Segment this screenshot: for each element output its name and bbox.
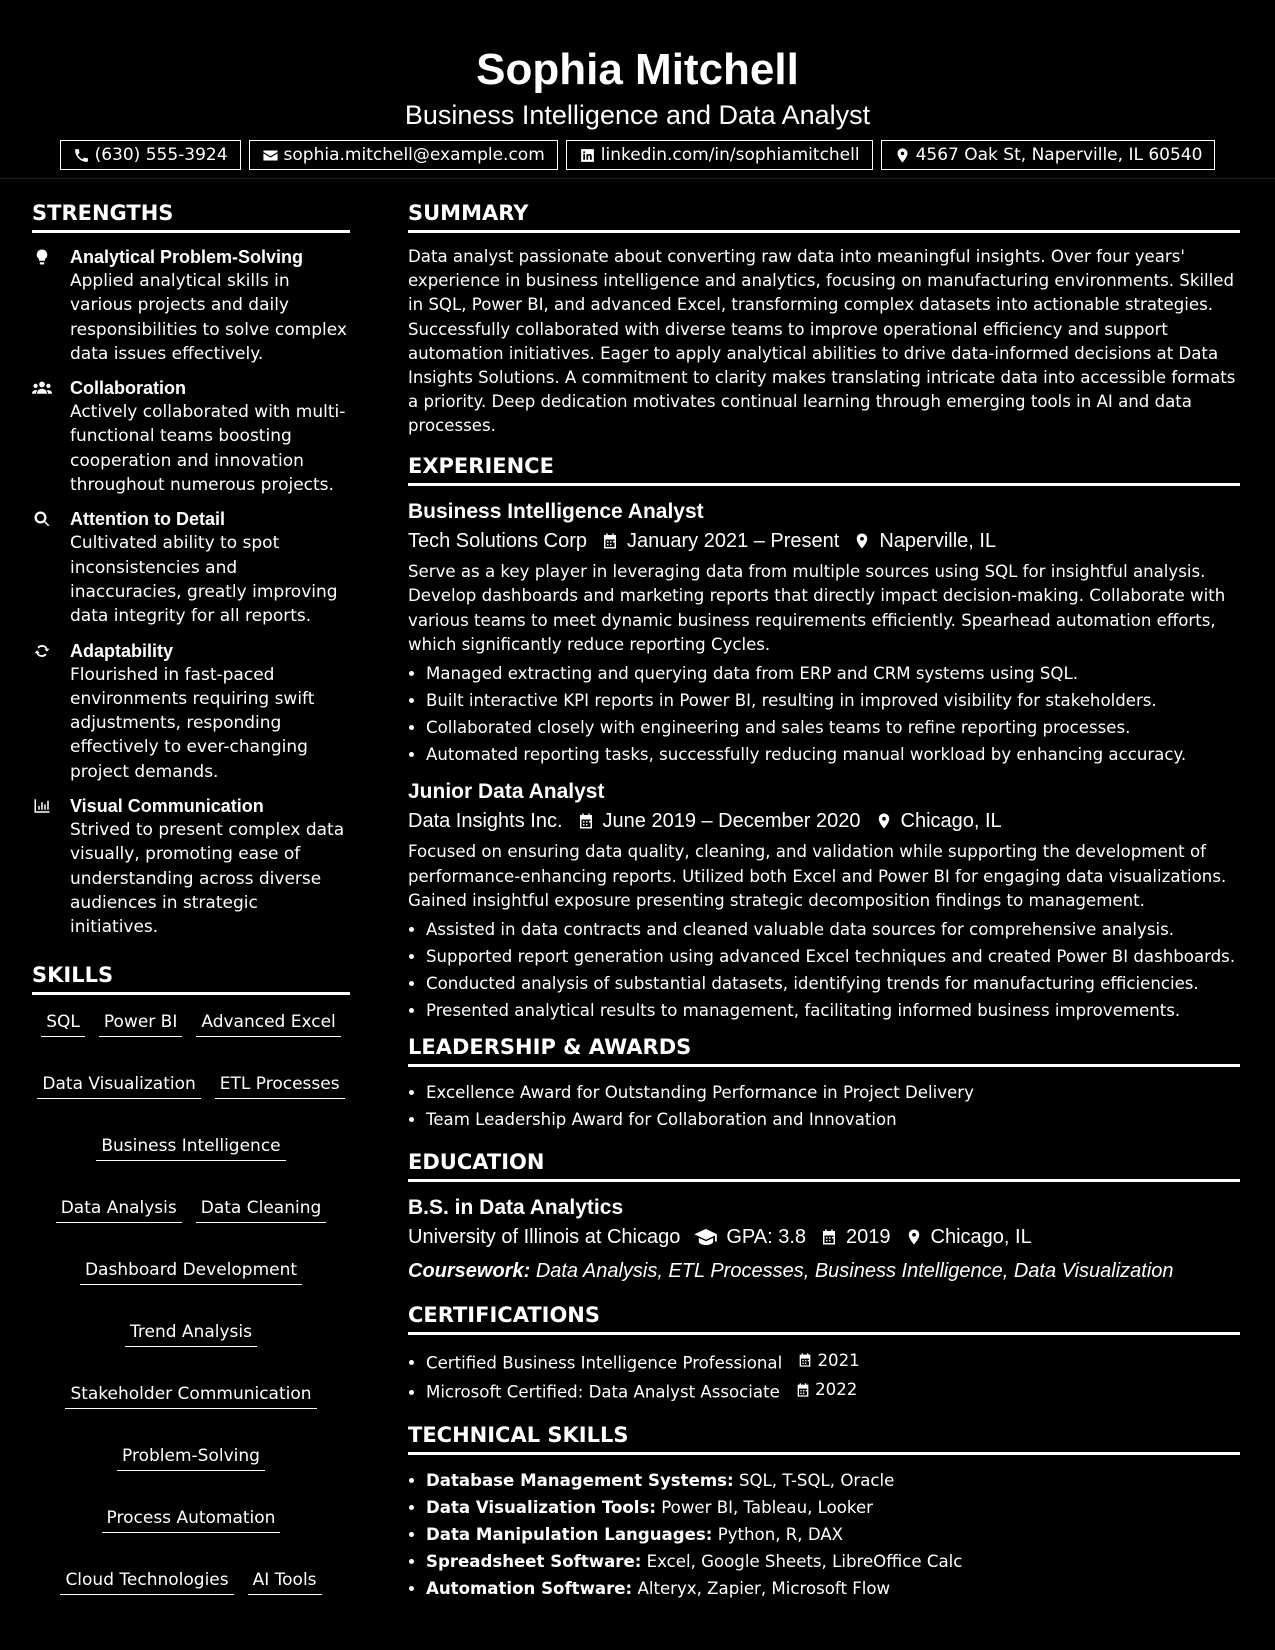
strength-title: Analytical Problem-Solving bbox=[70, 247, 304, 267]
tech-item bbox=[426, 1467, 1240, 1494]
technical-section bbox=[408, 1422, 1240, 1602]
skill-tag: Data Cleaning bbox=[196, 1197, 327, 1223]
contact-email[interactable] bbox=[249, 140, 558, 170]
skill-tag: Data Visualization bbox=[37, 1073, 200, 1099]
contact-address bbox=[881, 140, 1216, 170]
cert-year: 2021 bbox=[817, 1350, 860, 1370]
education-heading: EDUCATION bbox=[408, 1149, 1240, 1182]
cert-year: 2022 bbox=[815, 1380, 858, 1400]
award-item: • Team Leadership Award for Collaboration and Innovation bbox=[426, 1106, 1240, 1133]
strength-item bbox=[32, 639, 350, 784]
skill-tag: Advanced Excel bbox=[196, 1011, 340, 1037]
contact-linkedin[interactable] bbox=[566, 140, 873, 170]
contact-address-text: 4567 Oak St, Naperville, IL 60540 bbox=[915, 145, 1203, 165]
person-title: Business Intelligence and Data Analyst bbox=[404, 100, 871, 130]
strength-title: Attention to Detail bbox=[70, 509, 225, 530]
skill-tag: Data Analysis bbox=[56, 1197, 182, 1223]
skill-tag: Power BI bbox=[99, 1011, 182, 1037]
coursework-label: Coursework: bbox=[408, 1259, 531, 1282]
cert-item bbox=[426, 1376, 1240, 1406]
tech-label: Spreadsheet Software: bbox=[426, 1551, 642, 1571]
sync-icon bbox=[32, 642, 52, 660]
tech-item bbox=[426, 1494, 1240, 1521]
left-column bbox=[32, 200, 350, 1599]
skill-tag: Trend Analysis bbox=[125, 1321, 257, 1347]
job-bullet: • Automated reporting tasks, successfully reducing manual workload by enhancing accuracy. bbox=[426, 741, 1240, 768]
job-bullet: • Conducted analysis of substantial datasets, identifying trends for manufacturing efficiencies. bbox=[426, 970, 1240, 997]
tech-label: Data Visualization Tools: bbox=[426, 1497, 656, 1517]
calendar-icon bbox=[820, 1228, 838, 1246]
job-meta bbox=[408, 806, 1240, 836]
job-location: Naperville, IL bbox=[879, 529, 997, 552]
certifications-heading: CERTIFICATIONS bbox=[408, 1302, 1240, 1335]
gpa: GPA: 3.8 bbox=[726, 1225, 807, 1248]
skills-list bbox=[32, 1007, 350, 1599]
users-icon bbox=[32, 379, 52, 397]
calendar-icon bbox=[577, 812, 595, 830]
tech-item bbox=[426, 1575, 1240, 1602]
linkedin-icon bbox=[579, 147, 596, 164]
job-bullet: • Presented analytical results to management, facilitating informed business improvements. bbox=[426, 997, 1240, 1024]
education-meta bbox=[408, 1222, 1240, 1252]
tech-item bbox=[426, 1521, 1240, 1548]
coursework-list: Data Analysis, ETL Processes, Business Intelligence, Data Visualization bbox=[535, 1259, 1174, 1282]
strength-title: Adaptability bbox=[70, 640, 174, 661]
certifications-section bbox=[408, 1302, 1240, 1406]
technical-list bbox=[408, 1467, 1240, 1602]
job-bullet: • Supported report generation using advanced Excel techniques and created Power BI dashboards. bbox=[426, 943, 1240, 970]
job-company: Data Insights Inc. bbox=[408, 810, 563, 832]
strength-desc: Applied analytical skills in various projects and daily responsibilities to solve complex data issues effectively. bbox=[70, 271, 347, 364]
skill-tag: Business Intelligence bbox=[96, 1135, 285, 1161]
calendar-icon bbox=[795, 1382, 811, 1398]
job-title: Business Intelligence Analyst bbox=[408, 499, 704, 523]
job-desc: Focused on ensuring data quality, cleaning, and validation while supporting the development of performance-enhancing reports. Utilized both Excel and Power BI for engaging data visualizations. Gained insightful exposure presenting strategic decomposition findings to management. bbox=[408, 842, 1227, 911]
job-dates: June 2019 – December 2020 bbox=[602, 810, 861, 832]
job-bullet: • Managed extracting and querying data from ERP and CRM systems using SQL. bbox=[426, 660, 1240, 687]
job-bullet: • Assisted in data contracts and cleaned valuable data sources for comprehensive analysis. bbox=[426, 916, 1240, 943]
contact-phone-text: (630) 555-3924 bbox=[94, 145, 228, 165]
job-entry bbox=[408, 778, 1240, 1024]
tech-value: Excel, Google Sheets, LibreOffice Calc bbox=[646, 1551, 963, 1571]
cert-name: Certified Business Intelligence Professional bbox=[426, 1353, 783, 1373]
map-pin-icon bbox=[875, 812, 893, 830]
skill-tag: Process Automation bbox=[102, 1507, 281, 1533]
search-icon bbox=[32, 510, 52, 528]
strength-title: Visual Communication bbox=[70, 796, 264, 817]
envelope-icon bbox=[262, 147, 279, 164]
tech-label: Automation Software: bbox=[426, 1578, 633, 1598]
map-pin-icon bbox=[905, 1228, 923, 1246]
tech-value: Python, R, DAX bbox=[717, 1524, 844, 1544]
summary-heading: SUMMARY bbox=[408, 200, 1240, 233]
summary-text: Data analyst passionate about converting raw data into meaningful insights. Over four years' experience in business intelligence and analytics, focusing on manufacturing environments. Skilled in SQL, Power BI, and advanced Excel, transforming complex datasets into actionable strategies. Successfully collaborated with diverse teams to improve operational efficiency and support automation initiatives. Eager to apply analytical abilities to drive data-informed decisions at Data Insights Solutions. A commitment to clarity makes translating intricate data into accessible formats a priority. Deep dedication motivates continual learning through emerging tools in AI and data processes. bbox=[408, 247, 1236, 436]
skill-tag: Stakeholder Communication bbox=[65, 1383, 316, 1409]
strength-desc: Actively collaborated with multi-functional teams boosting cooperation and innovation throughout numerous projects. bbox=[70, 402, 346, 496]
tech-value: SQL, T-SQL, Oracle bbox=[738, 1470, 895, 1490]
strength-item bbox=[32, 376, 350, 497]
contact-bar bbox=[0, 140, 1275, 170]
job-location: Chicago, IL bbox=[900, 810, 1002, 832]
education-location: Chicago, IL bbox=[930, 1225, 1032, 1248]
strength-desc: Cultivated ability to spot inconsistencies and inaccuracies, greatly improving data integrity for all reports. bbox=[70, 533, 338, 627]
tech-label: Data Manipulation Languages: bbox=[426, 1524, 713, 1544]
degree: B.S. in Data Analytics bbox=[408, 1195, 624, 1219]
cert-name: Microsoft Certified: Data Analyst Associate bbox=[426, 1382, 780, 1402]
contact-phone[interactable] bbox=[60, 140, 241, 170]
graduation-cap-icon bbox=[694, 1228, 718, 1246]
leadership-heading: LEADERSHIP & AWARDS bbox=[408, 1034, 1240, 1067]
certifications-list bbox=[408, 1347, 1240, 1406]
job-dates: January 2021 – Present bbox=[626, 529, 840, 552]
job-bullets bbox=[408, 916, 1240, 1024]
strength-desc: Strived to present complex data visually, promoting ease of understanding across diverse audiences in strategic initiatives. bbox=[70, 820, 345, 938]
tech-value: Power BI, Tableau, Looker bbox=[661, 1497, 873, 1517]
skill-tag: Cloud Technologies bbox=[60, 1569, 233, 1595]
tech-label: Database Management Systems: bbox=[426, 1470, 734, 1490]
education-section bbox=[408, 1149, 1240, 1286]
map-pin-icon bbox=[894, 147, 911, 164]
contact-linkedin-text: linkedin.com/in/sophiamitchell bbox=[600, 145, 860, 165]
calendar-icon bbox=[601, 532, 619, 550]
calendar-icon bbox=[797, 1352, 813, 1368]
leadership-section bbox=[408, 1034, 1240, 1133]
school: University of Illinois at Chicago bbox=[408, 1225, 681, 1248]
strength-title: Collaboration bbox=[70, 378, 186, 399]
right-column bbox=[408, 200, 1240, 1618]
job-title: Junior Data Analyst bbox=[408, 780, 605, 803]
graduation-year: 2019 bbox=[846, 1225, 891, 1248]
skill-tag: Dashboard Development bbox=[80, 1259, 302, 1285]
job-meta bbox=[408, 526, 1240, 556]
strengths-heading: STRENGTHS bbox=[32, 200, 350, 233]
skills-heading: SKILLS bbox=[32, 962, 350, 995]
skill-tag: Problem-Solving bbox=[117, 1445, 265, 1471]
contact-email-text: sophia.mitchell@example.com bbox=[283, 145, 545, 165]
skill-tag: SQL bbox=[41, 1011, 85, 1037]
job-bullets bbox=[408, 660, 1240, 768]
strength-desc: Flourished in fast-paced environments requiring swift adjustments, responding effectively to ever-changing project demands. bbox=[70, 664, 315, 782]
skill-tag: AI Tools bbox=[248, 1569, 322, 1595]
tech-item bbox=[426, 1548, 1240, 1575]
tech-value: Alteryx, Zapier, Microsoft Flow bbox=[637, 1578, 891, 1598]
lightbulb-icon bbox=[32, 248, 52, 266]
strength-item bbox=[32, 507, 350, 628]
coursework bbox=[408, 1256, 1240, 1286]
job-bullet: • Collaborated closely with engineering and sales teams to refine reporting processes. bbox=[426, 714, 1240, 741]
resume-header bbox=[0, 0, 1275, 179]
job-company: Tech Solutions Corp bbox=[408, 529, 587, 552]
leadership-list bbox=[408, 1079, 1240, 1133]
job-desc: Serve as a key player in leveraging data from multiple sources using SQL for insightful analysis. Develop dashboards and marketing reports that directly impact decision-making. Collaborate with various teams to meet dynamic business requirements efficiently. Spearhead automation efforts, which significantly reduce reporting Cycles. bbox=[408, 561, 1226, 655]
strength-item bbox=[32, 245, 350, 366]
chart-icon bbox=[32, 797, 52, 815]
award-item: • Excellence Award for Outstanding Performance in Project Delivery bbox=[426, 1079, 1240, 1106]
job-bullet: • Built interactive KPI reports in Power BI, resulting in improved visibility for stakeholders. bbox=[426, 687, 1240, 714]
cert-item bbox=[426, 1347, 1240, 1377]
experience-heading: EXPERIENCE bbox=[408, 453, 1240, 486]
map-pin-icon bbox=[853, 532, 871, 550]
skill-tag: ETL Processes bbox=[215, 1073, 345, 1099]
job-entry bbox=[408, 498, 1240, 768]
technical-heading: TECHNICAL SKILLS bbox=[408, 1422, 1240, 1455]
strength-item bbox=[32, 794, 350, 939]
phone-icon bbox=[73, 147, 90, 164]
person-name: Sophia Mitchell bbox=[476, 45, 799, 94]
